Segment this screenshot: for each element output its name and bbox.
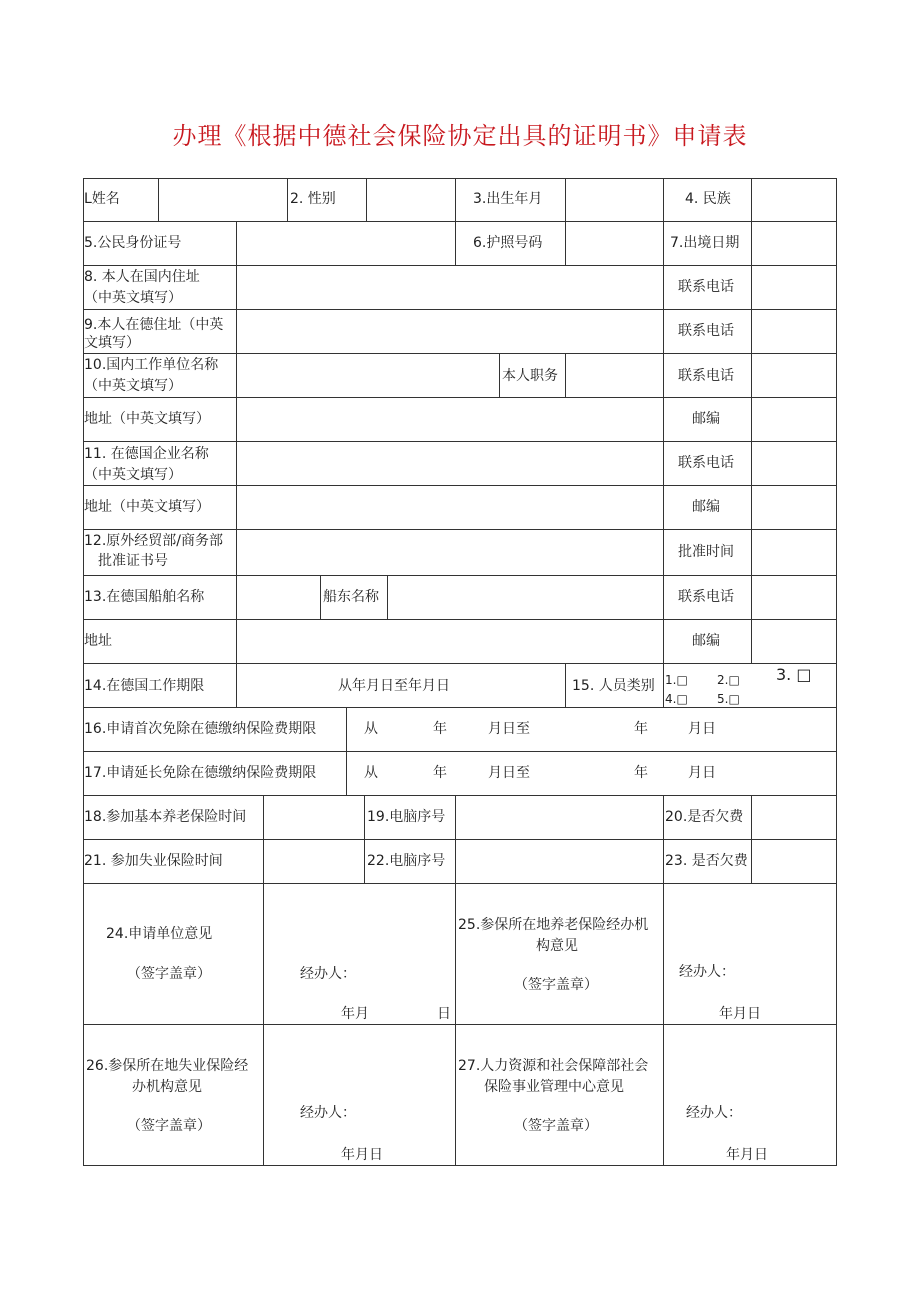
label-company-address: 地址（中英文填写） (84, 499, 210, 515)
label-postcode: 邮编 (692, 411, 720, 427)
row-line (83, 795, 837, 796)
row-line (83, 619, 837, 620)
label-passport: 6.护照号码 (473, 235, 543, 251)
label-germany-address-note: 文填写） (84, 335, 140, 351)
first-exemption-year-1: 年 (433, 721, 447, 737)
label-approval-time: 批准时间 (678, 544, 734, 560)
extend-exemption-month-day-to: 月日至 (488, 765, 530, 781)
box26-title-cont: 办机构意见 (132, 1079, 202, 1095)
extend-exemption-month-day: 月日 (688, 765, 716, 781)
col-line (565, 221, 566, 265)
first-exemption-from: 从 (364, 721, 378, 737)
label-contact-phone: 联系电话 (678, 368, 734, 384)
label-shipowner-name: 船东名称 (323, 589, 379, 605)
row-line (83, 397, 837, 398)
personnel-option-5[interactable]: 5.□ (717, 692, 740, 706)
box27-date: 年月日 (726, 1147, 768, 1163)
form-title: 办理《根据中德社会保险协定出具的证明书》申请表 (172, 122, 748, 150)
box24-date-ym: 年月 (341, 1006, 369, 1022)
label-gender: 2. 性别 (290, 191, 336, 207)
col-line (364, 795, 365, 883)
row-line (83, 1024, 837, 1025)
label-germany-company: 11. 在德国企业名称 (84, 446, 209, 462)
label-work-period: 14.在德国工作期限 (84, 678, 205, 694)
label-postcode: 邮编 (692, 499, 720, 515)
col-line (366, 178, 367, 221)
label-unemployment-time: 21. 参加失业保险时间 (84, 853, 223, 869)
label-ethnicity: 4. 民族 (685, 191, 731, 207)
box27-handler: 经办人： (686, 1105, 742, 1121)
table-border-bottom (83, 1165, 837, 1166)
label-germany-address: 9.本人在德住址（中英 (84, 317, 224, 333)
personnel-option-1[interactable]: 1.□ (665, 673, 688, 687)
col-line (455, 221, 456, 265)
row-line (83, 883, 837, 884)
row-line (83, 575, 837, 576)
col-line (158, 178, 159, 221)
work-period-value: 从年月日至年月日 (338, 678, 450, 694)
box25-date: 年月日 (719, 1006, 761, 1022)
label-pension-time: 18.参加基本养老保险时间 (84, 809, 247, 825)
col-line (263, 883, 264, 1165)
label-birth: 3.出生年月 (473, 191, 543, 207)
label-approval-cert-no: 批准证书号 (98, 553, 168, 569)
row-line (83, 485, 837, 486)
label-domestic-address-note: （中英文填写） (84, 290, 182, 306)
col-line (387, 575, 388, 619)
col-line (663, 178, 664, 221)
col-line (346, 707, 347, 795)
extend-exemption-from: 从 (364, 765, 378, 781)
label-arrears-20: 20.是否欠费 (665, 809, 744, 825)
table-border-top (83, 178, 837, 179)
col-line (663, 663, 664, 707)
col-line (236, 663, 237, 707)
col-line (320, 575, 321, 619)
label-contact-phone: 联系电话 (678, 589, 734, 605)
col-line (565, 663, 566, 707)
label-first-exemption: 16.申请首次免除在德缴纳保险费期限 (84, 721, 317, 737)
col-line (751, 178, 752, 221)
box25-handler: 经办人： (679, 964, 735, 980)
box24-date-d: 日 (437, 1006, 451, 1022)
box27-title: 27.人力资源和社会保障部社会 (458, 1058, 649, 1074)
personnel-option-4[interactable]: 4.□ (665, 692, 688, 706)
box27-seal: （签字盖章） (514, 1118, 598, 1134)
col-line (236, 221, 237, 663)
col-line (663, 795, 664, 883)
col-line (751, 795, 752, 883)
box25-title: 25.参保所在地养老保险经办机 (458, 917, 649, 933)
first-exemption-month-day: 月日 (688, 721, 716, 737)
box24-handler: 经办人： (300, 966, 356, 982)
box25-title-cont: 构意见 (536, 938, 578, 954)
extend-exemption-year-2: 年 (634, 765, 648, 781)
row-line (83, 353, 837, 354)
label-computer-no-19: 19.电脑序号 (367, 809, 446, 825)
first-exemption-month-day-to: 月日至 (488, 721, 530, 737)
extend-exemption-year-1: 年 (433, 765, 447, 781)
label-exit-date: 7.出境日期 (670, 235, 740, 251)
label-contact-phone: 联系电话 (678, 455, 734, 471)
label-domestic-employer: 10.国内工作单位名称 (84, 357, 219, 373)
table-border-right (836, 178, 837, 1166)
col-line (751, 221, 752, 663)
row-line (83, 839, 837, 840)
col-line (565, 178, 566, 221)
col-line (565, 353, 566, 397)
box26-title: 26.参保所在地失业保险经 (86, 1058, 249, 1074)
col-line (663, 883, 664, 1165)
box26-date: 年月日 (341, 1147, 383, 1163)
row-line (83, 441, 837, 442)
col-line (663, 221, 664, 663)
personnel-option-2[interactable]: 2.□ (717, 673, 740, 687)
label-computer-no-22: 22.电脑序号 (367, 853, 446, 869)
box24-seal: （签字盖章） (127, 966, 211, 982)
box24-title: 24.申请单位意见 (106, 926, 213, 942)
row-line (83, 265, 837, 266)
label-contact-phone: 联系电话 (678, 279, 734, 295)
row-line (83, 751, 837, 752)
label-postcode: 邮编 (692, 633, 720, 649)
label-contact-phone: 联系电话 (678, 323, 734, 339)
label-ship-name: 13.在德国船舶名称 (84, 589, 205, 605)
label-domestic-address: 8. 本人在国内住址 (84, 269, 200, 285)
label-extend-exemption: 17.申请延长免除在德缴纳保险费期限 (84, 765, 317, 781)
label-arrears-23: 23. 是否欠费 (665, 853, 748, 869)
first-exemption-year-2: 年 (634, 721, 648, 737)
box27-title-cont: 保险事业管理中心意见 (484, 1079, 624, 1095)
col-line (499, 353, 500, 397)
label-germany-company-note: （中英文填写） (84, 467, 182, 483)
label-address: 地址 (84, 633, 112, 649)
personnel-option-3[interactable]: 3. □ (776, 665, 812, 684)
label-domestic-employer-note: （中英文填写） (84, 378, 182, 394)
row-line (83, 309, 837, 310)
label-own-position: 本人职务 (502, 368, 558, 384)
col-line (287, 178, 288, 221)
label-personnel-type: 15. 人员类别 (572, 678, 655, 694)
box26-seal: （签字盖章） (127, 1118, 211, 1134)
col-line (455, 883, 456, 1165)
label-name: L姓名 (84, 191, 120, 207)
col-line (455, 795, 456, 883)
col-line (263, 795, 264, 883)
box25-seal: （签字盖章） (514, 977, 598, 993)
label-employer-address: 地址（中英文填写） (84, 411, 210, 427)
box26-handler: 经办人： (300, 1105, 356, 1121)
label-approval-cert: 12.原外经贸部/商务部 (84, 533, 223, 549)
row-line (83, 529, 837, 530)
label-id-number: 5.公民身份证号 (84, 235, 182, 251)
row-line (83, 663, 837, 664)
col-line (455, 178, 456, 221)
row-line (83, 221, 837, 222)
